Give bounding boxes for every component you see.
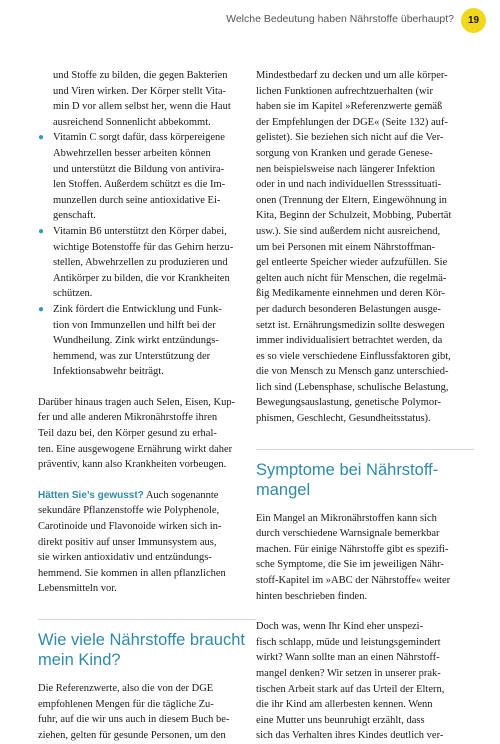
bullet-icon: ● xyxy=(38,225,45,237)
bullet-icon: ● xyxy=(38,303,45,315)
list-item: ● Vitamin B6 unterstützt den Körper dabei, wichtige Botenstoffe für das Gehirn herzu- stellen, Abwehrzellen zu produzieren und Antikörper zu bilden, die vor Krankheiten schützen. xyxy=(38,225,234,300)
header-title: Welche Bedeutung haben Nährstoffe überhaupt? xyxy=(226,13,454,25)
reference-values-paragraph: Die Referenzwerte, also die von der DGE empfohlenen Mengen für die tägliche Zu- fuhr, auf die wir uns auch in diesem Buch be- ziehen, gelten für gesunde Personen, um den xyxy=(38,683,230,741)
bullet-icon: ● xyxy=(38,132,45,144)
intro-paragraph: und Stoffe zu bilden, die gegen Bakterien und Viren wirken. Der Körper stellt Vita- min D vor allem selbst her, wenn die Haut ausreichend Sonnenlicht abbekommt. xyxy=(53,70,231,128)
section-heading-nutrient-needs: Wie viele Nährstoffe braucht mein Kind? xyxy=(38,631,245,669)
did-you-know-label: Hätten Sie’s gewusst? xyxy=(38,489,144,501)
left-column xyxy=(38,68,256,743)
section-heading-deficiency-symptoms: Symptome bei Nährstoff- mangel xyxy=(256,460,439,499)
parent-judgement-paragraph: Doch was, wenn Ihr Kind eher unspezi- fisch schlapp, müde und leistungsgemindert wirkt? Wann sollte man an einen Nährstoff- mangel denken? Wir setzen in unserer prak- tischen Arbeit stark auf das Urteil der Eltern, die ihr Kind am allerbesten kennen. Wenn eine Mutter uns beunruhigt erzählt, dass sich das Verhalten ihres Kindes deutlich ver- xyxy=(256,621,445,742)
page-number-badge: 19 xyxy=(461,8,486,33)
nutrient-bullet-list xyxy=(38,130,256,380)
did-you-know-box: Hätten Sie’s gewusst? Auch sogenannte sekundäre Pflanzenstoffe wie Polyphenole, Carotinoide und Flavonoide wirken sich in- direkt positiv auf unser Immunsystem aus, sie wirken antioxidativ und entzündungs- hemmend. Sie kommen in allen pflanzlichen Lebensmitteln vor. xyxy=(38,489,226,595)
warning-signs-paragraph: Ein Mangel an Mikronährstoffen kann sich durch verschiedene Warnsignale bemerkbar machen. Für einige Nährstoffe gibt es spezifi- sche Symptome, die Sie im jeweiligen Nähr- stoff-Kapitel im »ABC der Nährstoffe« weiter hinten beschrieben finden. xyxy=(256,512,451,602)
minerals-paragraph: Darüber hinaus tragen auch Selen, Eisen, Kup- fer und alle anderen Mikronährstoffe ihren Teil dazu bei, den Körper gesund zu erhal- ten. Eine ausgewogene Ernährung wirkt daher präventiv, kann also Krankheiten vorbeugen. xyxy=(38,396,236,471)
list-item: ● Zink fördert die Entwicklung und Funk- tion von Immunzellen und hilft bei der Wundheilung. Zink wirkt entzündungs- hemmend, was zur Unterstützung der Infektionsabwehr beiträgt. xyxy=(38,303,222,378)
right-column xyxy=(256,68,474,744)
list-item: ● Vitamin C sorgt dafür, dass körpereigene Abwehrzellen besser arbeiten können und unterstützt die Bildung von antivira- len Stoffen. Außerdem schützt es die Im- munzellen durch seine antioxidative Ei- genschaft. xyxy=(38,132,226,222)
reference-values-continued: Mindestbedarf zu decken und um alle körper- lichen Funktionen aufrechtzuerhalten (wir haben sie im Kapitel »Referenzwerte gemäß der Empfehlungen der DGE« (Seite 132) auf- gelistet). Sie beziehen sich nicht auf die Ver- sorgung von Kranken und gerade Genese- nen beispielsweise nach längerer Infektion oder in und nach individuellen Stresssituati- onen (Trennung der Eltern, Eingewöhnung in Kita, Beginn der Schulzeit, Mobbing, Pubertät usw.). Sie sind außerdem nicht ausreichend, um bei Personen mit einem Nährstoffman- gel entleerte Speicher wieder aufzufüllen. Sie gelten auch nicht für Menschen, die regelmä- ßig Medikamente einnehmen und deren Kör- per dadurch besonderen Belastungen ausge- setzt ist. Ernährungsmedizin sollte deswegen immer individualisiert betrachtet werden, da es so viele verschiedene Einflussfaktoren gibt, die von Mensch zu Mensch ganz unterschied- lich sind (Lebensphase, schulische Belastung, Bewegungsauslastung, genetische Polymor- phismen, Geschlecht, Gesundheitsstatus). xyxy=(256,70,452,425)
